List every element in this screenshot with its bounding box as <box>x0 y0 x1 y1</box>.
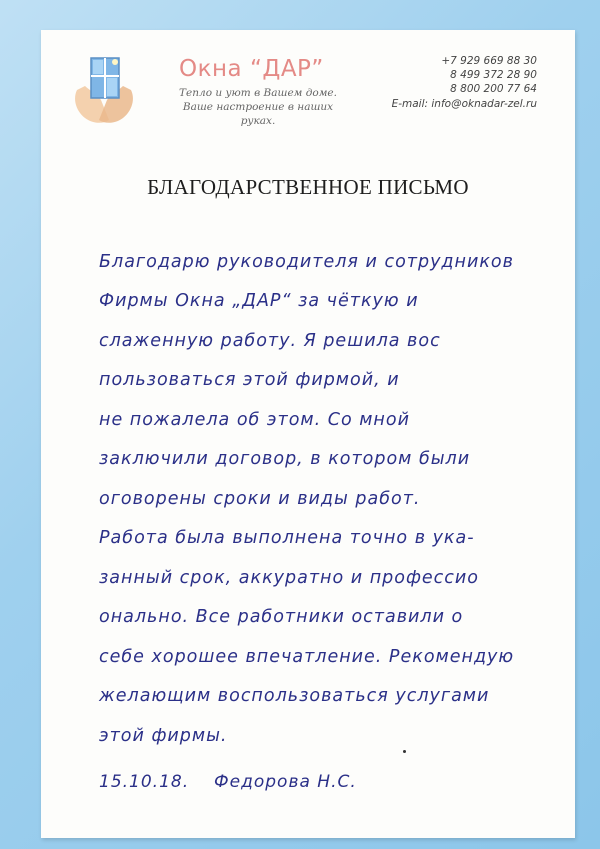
phone-1: +7 929 669 88 30 <box>441 55 537 67</box>
body-line: себе хорошее впечатление. Рекомендую <box>99 646 515 667</box>
body-line: заключили договор, в котором были <box>99 449 471 469</box>
letter-title: БЛАГОДАРСТВЕННОЕ ПИСЬМО <box>147 175 469 199</box>
body-line: Благодарю руководителя и сотрудников <box>99 251 514 272</box>
body-line: занный срок, аккуратно и профессио <box>99 567 480 588</box>
letter-body <box>99 238 561 752</box>
body-line: желающим воспользоваться услугами <box>99 686 490 706</box>
slogan-line-1: Тепло и уют в Вашем доме. <box>179 87 337 99</box>
body-line: онально. Все работники оставили о <box>99 607 464 627</box>
company-name: Окна “ДАР” <box>179 56 324 82</box>
signature-name: Федорова Н.С. <box>214 772 357 792</box>
slogan-line-2: Ваше настроение в наших руках. <box>182 101 334 127</box>
contact-block <box>392 54 537 111</box>
body-line: не пожалела об этом. Со мной <box>99 409 410 430</box>
phone-2: 8 499 372 28 90 <box>450 69 537 82</box>
body-line: слаженную работу. Я решила вос <box>99 330 441 351</box>
company-logo-icon <box>71 50 137 126</box>
signature-date: 15.10.18. <box>99 772 190 792</box>
company-slogan <box>174 86 342 128</box>
phone-3: 8 800 200 77 64 <box>450 83 537 96</box>
body-line: Фирмы Окна „ДАР“ за чёткую и <box>99 291 419 311</box>
body-line: оговорены сроки и виды работ. <box>99 488 421 509</box>
ink-dot <box>403 750 406 753</box>
signature-block <box>99 772 429 802</box>
body-line: этой фирмы. <box>99 725 228 746</box>
body-line: пользоваться этой фирмой, и <box>99 370 400 390</box>
body-line: Работа была выполнена точно в ука- <box>99 528 475 548</box>
letter-sheet <box>41 30 575 838</box>
email: E-mail: info@oknadar-zel.ru <box>391 97 537 110</box>
